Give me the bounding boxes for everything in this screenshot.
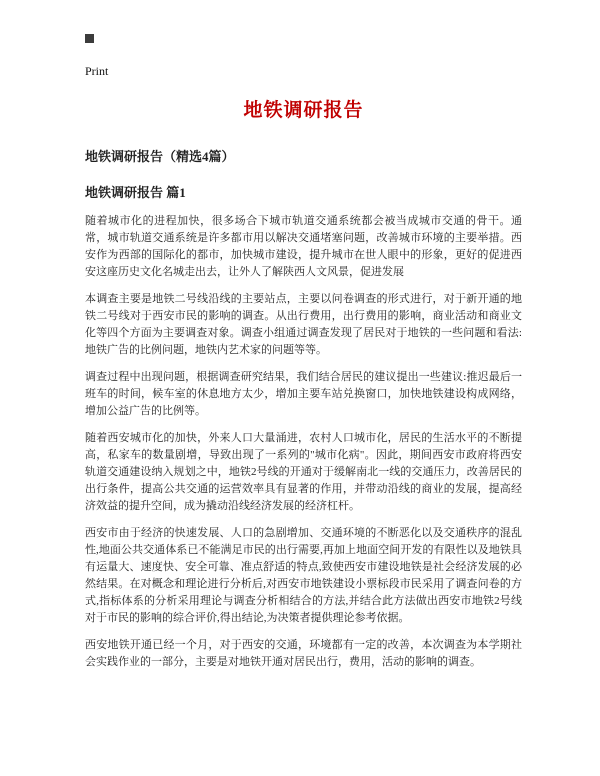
paragraph-1: 随着城市化的进程加快，很多场合下城市轨道交通系统都会被当成城市交通的骨干。通常，城市轨道交通系统是许多都市用以解决交通堵塞问题，改善城市环境的主要举措。西安作为西部的国际化的都市，加快城市建设，提升城市在世人眼中的形象，更好的促进西安这座历史文化名城走出去，让外人了解陕西人文风景，促进发展 xyxy=(85,215,522,278)
paragraph-6: 西安地铁开通已经一个月，对于西安的交通，环境都有一定的改善，本次调查为本学期社会实践作业的一部分，主要是对地铁开通对居民出行，费用，活动的影响的调查。 xyxy=(85,639,522,668)
corner-marker-icon xyxy=(85,34,94,43)
section-heading: 地铁调研报告 篇1 xyxy=(85,185,186,200)
page-title: 地铁调研报告 xyxy=(243,100,364,121)
paragraph-5: 西安市由于经济的快速发展、人口的急剧增加、交通环境的不断恶化以及交通秩序的混乱性,地面公共交通体系已不能满足市民的出行需要,再加上地面空间开发的有限性以及地铁具有运量大、速度快、安全可靠、准点舒适的特点,致使西安市建设地铁是社会经济发展的必然结果。在对概念和理论进行分析后,对西安市地铁建设小票标段市民采用了调查问卷的方式,指标体系的分析采用理论与调查分析相结合的方法,并结合此方法做出西安市地铁2号线对于市民的影响的综合评价,得出结论,为决策者提供理论参考依据。 xyxy=(85,527,522,624)
paragraph-3: 调查过程中出现问题，根据调查研究结果，我们结合居民的建议提出一些建议:推迟最后一班车的时间，候车室的休息地方太少，增加主要车站兑换窗口，加快地铁建设构成网络，增加公益广告的比例等。 xyxy=(85,371,522,417)
print-link[interactable]: Print xyxy=(85,64,109,78)
paragraph-4: 随着西安城市化的加快，外来人口大量涌进，农村人口城市化，居民的生活水平的不断提高，私家车的数量剧增，导致出现了一系列的"城市化病"。因此，期间西安市政府将西安轨道交通建设纳入规划之中，地铁2号线的开通对于缓解南北一线的交通压力，改善居民的出行条件，提高公共交通的运营效率具有显著的作用，并带动沿线的商业的发展，提高经济效益的提升空间，成为撬动沿线经济发展的经济杠杆。 xyxy=(85,432,522,512)
paragraph-2: 本调查主要是地铁二号线沿线的主要站点，主要以问卷调查的形式进行，对于新开通的地铁二号线对于西安市民的影响的调查。从出行费用，出行费用的影响，商业活动和商业文化等四个方面为主要调查对象。调查小组通过调查发现了居民对于地铁的一些问题和看法:地铁广告的比例问题，地铁内艺术家的问题等等。 xyxy=(85,293,522,356)
document-subtitle: 地铁调研报告（精选4篇） xyxy=(85,149,235,164)
